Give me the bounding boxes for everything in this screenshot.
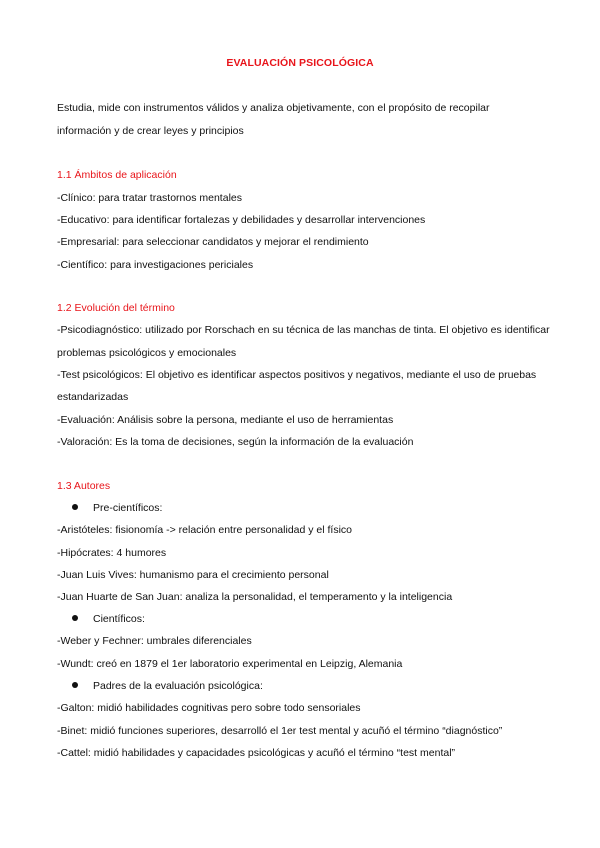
list-item: -Aristóteles: fisionomía -> relación entre personalidad y el físico: [57, 524, 353, 536]
bullet-item: [72, 501, 162, 515]
list-item: -Educativo: para identificar fortalezas y debilidades y desarrollar intervenciones: [57, 214, 426, 226]
list-item: -Evaluación: Análisis sobre la persona, mediante el uso de herramientas: [57, 414, 394, 426]
list-item: -Wundt: creó en 1879 el 1er laboratorio experimental en Leipzig, Alemania: [57, 658, 403, 670]
list-item: -Test psicológicos: El objetivo es identificar aspectos positivos y negativos, mediante el uso de pruebas: [57, 369, 537, 381]
section-heading-autores: 1.3 Autores: [57, 480, 111, 492]
list-item: -Psicodiagnóstico: utilizado por Rorschach en su técnica de las manchas de tinta. El objetivo es identificar: [57, 324, 550, 336]
section-heading-evolucion: 1.2 Evolución del término: [57, 302, 175, 314]
list-item: -Galton: midió habilidades cognitivas pero sobre todo sensoriales: [57, 702, 361, 714]
bullet-icon: [72, 504, 78, 510]
bullet-label: Padres de la evaluación psicológica:: [93, 680, 263, 692]
list-item: -Hipócrates: 4 humores: [57, 547, 167, 559]
list-item: problemas psicológicos y emocionales: [57, 347, 237, 359]
section-heading-ambitos: 1.1 Ámbitos de aplicación: [57, 169, 177, 181]
list-item: -Valoración: Es la toma de decisiones, según la información de la evaluación: [57, 436, 414, 448]
list-item: -Clínico: para tratar trastornos mentales: [57, 192, 242, 204]
list-item: estandarizadas: [57, 391, 129, 403]
bullet-label: Pre-científicos:: [93, 502, 163, 514]
bullet-icon: [72, 682, 78, 688]
list-item: -Weber y Fechner: umbrales diferenciales: [57, 635, 252, 647]
list-item: -Científico: para investigaciones periciales: [57, 259, 254, 271]
list-item: -Binet: midió funciones superiores, desarrolló el 1er test mental y acuñó el término “diagnóstico”: [57, 725, 503, 737]
list-item: -Empresarial: para seleccionar candidatos y mejorar el rendimiento: [57, 236, 369, 248]
intro-line-1: Estudia, mide con instrumentos válidos y analiza objetivamente, con el propósito de recopilar: [57, 102, 490, 114]
bullet-item: [72, 679, 263, 693]
list-item: -Juan Huarte de San Juan: analiza la personalidad, el temperamento y la inteligencia: [57, 591, 453, 603]
list-item: -Cattel: midió habilidades y capacidades psicológicas y acuñó el término “test mental”: [57, 747, 456, 759]
bullet-label: Científicos:: [93, 613, 145, 625]
list-item: -Juan Luis Vives: humanismo para el crecimiento personal: [57, 569, 329, 581]
intro-line-2: información y de crear leyes y principios: [57, 125, 244, 137]
page-title: EVALUACIÓN PSICOLÓGICA: [226, 57, 374, 69]
bullet-icon: [72, 615, 78, 621]
bullet-item: [72, 612, 145, 626]
